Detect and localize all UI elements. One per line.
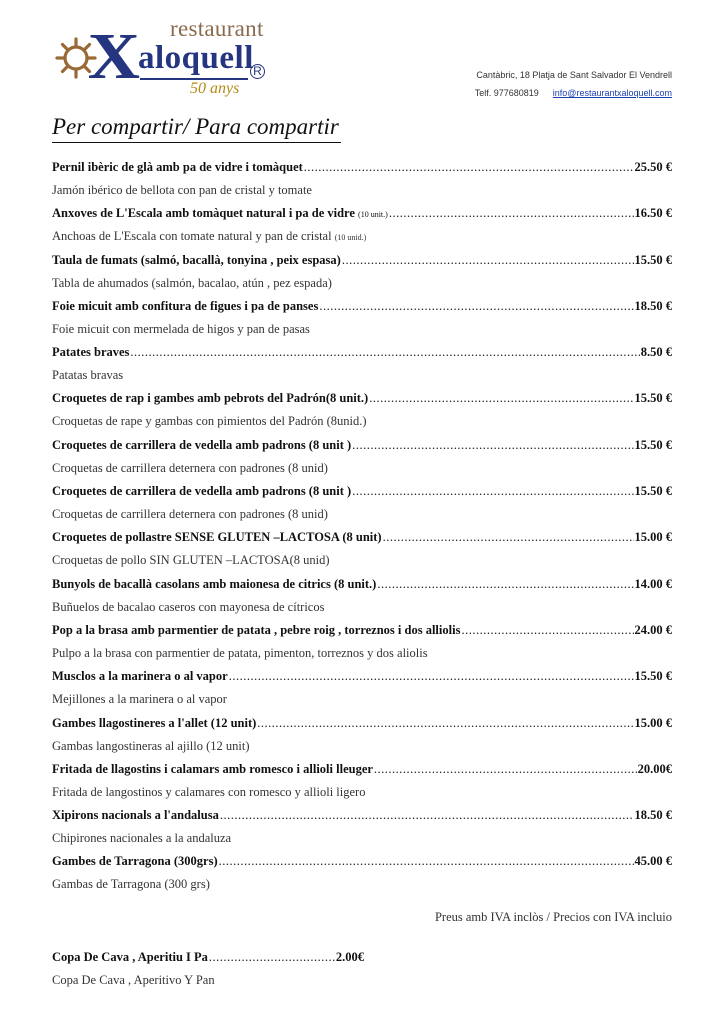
- menu-item: [52, 623, 672, 669]
- menu-item-price: 15.50 €: [634, 484, 672, 499]
- menu-item-description: [52, 180, 672, 200]
- menu-item: [52, 762, 672, 808]
- menu-item-price: 15.00 €: [634, 715, 672, 730]
- menu-item-description: [52, 458, 672, 478]
- menu-item-row: [52, 206, 672, 226]
- leader-dots: [461, 623, 633, 638]
- menu-item-name: [52, 299, 318, 314]
- menu-item-description-text: Buñuelos de bacalao caseros con mayonesa de cítricos: [52, 599, 325, 614]
- menu-item-description-text: Jamón ibérico de bellota con pan de cristal y tomate: [52, 183, 312, 197]
- menu-item-name-text: Anxoves de L'Escala amb tomàquet natural i pa de vidre: [52, 206, 355, 221]
- menu-item-row: [52, 808, 672, 828]
- leader-dots: [342, 253, 634, 268]
- menu-item-row: [52, 530, 672, 550]
- menu-item: [52, 669, 672, 715]
- contact-info: [475, 66, 672, 102]
- menu-item-row: [52, 577, 672, 597]
- menu-item-price: 18.50 €: [634, 808, 672, 823]
- menu-item-description-text: Patatas bravas: [52, 368, 124, 383]
- menu-item-price: 18.50 €: [634, 298, 672, 313]
- menu-item-name-text: Foie micuit amb confitura de figues i pa de panses: [52, 298, 319, 313]
- menu-item-name: [52, 623, 460, 638]
- logo-name-text: aloquell: [138, 40, 254, 76]
- menu-item-name: [52, 345, 129, 360]
- menu-item-name: [52, 762, 373, 777]
- menu-item-price: 15.50 €: [634, 391, 672, 406]
- menu-item-description: [52, 273, 672, 293]
- menu-item-name-text: Taula de fumats (salmó, bacallà, tonyina , peix espasa): [52, 252, 341, 267]
- menu-item-description: [52, 828, 672, 848]
- registered-icon: R: [250, 64, 265, 79]
- menu-item: [52, 160, 672, 206]
- menu-item: [52, 854, 672, 900]
- menu-item-description-text: Gambas de Tarragona (300 grs): [52, 877, 210, 892]
- menu-item: [52, 577, 672, 623]
- menu-item-price: 15.00 €: [634, 530, 672, 545]
- menu-item-description-text: Gambas langostineras al ajillo (12 unit): [52, 738, 250, 753]
- menu-item-name-text: Croquetes de rap i gambes amb pebrots del Padrón(8 unit.): [52, 391, 369, 406]
- leader-dots: [220, 808, 634, 823]
- menu-item-name-text: Gambes llagostineres a l'allet (12 unit): [52, 715, 257, 730]
- menu-item-row: [52, 299, 672, 319]
- logo-x-letter: X: [87, 20, 141, 93]
- leader-dots: [229, 669, 634, 684]
- address: Cantàbric, 18 Platja de Sant Salvador El Vendrell: [476, 70, 672, 80]
- menu-item-row: [52, 484, 672, 504]
- logo-anniversary: 50 anys: [190, 80, 240, 97]
- menu-item-price: 25.50 €: [634, 160, 672, 174]
- menu-item-description: [52, 550, 672, 570]
- leader-dots: [352, 484, 633, 499]
- menu-item-price: 16.50 €: [634, 206, 672, 221]
- leader-dots: [389, 206, 634, 221]
- menu-item-name: [52, 484, 351, 499]
- menu-item-name: [52, 669, 228, 684]
- menu-item-name: [52, 206, 388, 221]
- menu-item-price: 14.00 €: [634, 576, 672, 591]
- extra-item-price: 2.00€: [335, 950, 364, 964]
- menu-item-name: [52, 160, 303, 175]
- menu-item-description-text: Pulpo a la brasa con parmentier de patata, pimenton, torreznos y dos aliolis: [52, 645, 428, 660]
- menu-item-name: [52, 438, 351, 453]
- menu-item-price: 24.00 €: [634, 622, 672, 637]
- menu-item-row: [52, 669, 672, 689]
- menu-item-name-text: Croquetes de carrillera de vedella amb padrons (8 unit ): [52, 484, 352, 499]
- menu-item-description-unit: (10 unid.): [334, 233, 367, 243]
- menu-item-row: [52, 623, 672, 643]
- menu-item-name-text: Pop a la brasa amb parmentier de patata , pebre roig , torreznos i dos alliolis: [52, 622, 461, 637]
- menu-item: [52, 253, 672, 299]
- menu-item: [52, 438, 672, 484]
- leader-dots: [377, 577, 633, 592]
- menu-item-price: 8.50 €: [640, 345, 672, 360]
- menu-item-name: [52, 854, 218, 869]
- leader-dots: [209, 950, 335, 965]
- leader-dots: [374, 762, 637, 777]
- menu-item-description: [52, 689, 672, 709]
- menu-item-row: [52, 438, 672, 458]
- leader-dots: [219, 854, 634, 869]
- menu-item: [52, 391, 672, 437]
- phone: Telf. 977680819: [474, 88, 539, 98]
- restaurant-logo: [52, 14, 282, 100]
- extra-item-name: Copa De Cava , Aperitiu I Pa: [52, 950, 208, 964]
- menu-item-price: 15.50 €: [634, 437, 672, 452]
- extra-item: [52, 950, 372, 990]
- menu-item-price: 45.00 €: [634, 854, 672, 869]
- menu-item-name: [52, 253, 341, 268]
- menu-item: [52, 345, 672, 391]
- extra-item-description: Copa De Cava , Aperitivo Y Pan: [52, 973, 215, 987]
- menu-item-row: [52, 345, 672, 365]
- menu-item-description: [52, 504, 672, 524]
- menu-item: [52, 716, 672, 762]
- menu-item-name: [52, 530, 382, 545]
- menu-item: [52, 808, 672, 854]
- email-link[interactable]: info@restaurantxaloquell.com: [552, 88, 672, 98]
- menu-item-name-text: Bunyols de bacallà casolans amb maionesa de citrics (8 unit.): [52, 576, 377, 591]
- menu-item-description-text: Croquetas de carrillera deternera con padrones (8 unid): [52, 460, 328, 475]
- menu-item-price: 20.00€: [637, 761, 672, 776]
- menu-item-description: [52, 365, 672, 385]
- menu-item-description: [52, 643, 672, 663]
- menu-item-description: [52, 782, 672, 802]
- menu-item-description: [52, 226, 672, 246]
- menu-item: [52, 299, 672, 345]
- leader-dots: [383, 530, 634, 545]
- leader-dots: [257, 716, 633, 731]
- menu-item: [52, 206, 672, 252]
- menu-item-row: [52, 762, 672, 782]
- menu-item-row: [52, 716, 672, 736]
- menu-item-name: [52, 716, 256, 731]
- menu-item-row: [52, 391, 672, 411]
- menu-item-name-text: Pernil ibèric de glà amb pa de vidre i tomàquet: [52, 160, 303, 174]
- menu-item-name-text: Gambes de Tarragona (300grs): [52, 854, 218, 869]
- menu-item-description: [52, 411, 672, 431]
- menu-item-name-text: Fritada de llagostins i calamars amb romesco i allioli lleuger: [52, 761, 373, 776]
- menu-item-price: 15.50 €: [634, 669, 672, 684]
- menu-item: [52, 530, 672, 576]
- menu-list: [52, 160, 672, 901]
- menu-item-price: 15.50 €: [634, 252, 672, 267]
- menu-item-description-text: Croquetas de rape y gambas con pimientos del Padrón (8unid.): [52, 414, 367, 429]
- menu-item-row: [52, 160, 672, 180]
- menu-item-name-text: Croquetes de carrillera de vedella amb padrons (8 unit ): [52, 437, 352, 452]
- menu-item-name: [52, 391, 368, 406]
- menu-item-description-text: Fritada de langostinos y calamares con romesco y allioli ligero: [52, 784, 366, 799]
- menu-item-description: [52, 874, 672, 894]
- menu-item-description-text: Anchoas de L'Escala con tomate natural y pan de cristal: [52, 229, 332, 244]
- menu-item-description-text: Croquetas de carrillera deternera con padrones (8 unid): [52, 507, 328, 522]
- menu-item-description-text: Croquetas de pollo SIN GLUTEN –LACTOSA(8 unid): [52, 553, 330, 568]
- leader-dots: [369, 391, 633, 406]
- menu-item-description-text: Mejillones a la marinera o al vapor: [52, 692, 227, 707]
- menu-item-description-text: Tabla de ahumados (salmón, bacalao, atún , pez espada): [52, 275, 332, 290]
- menu-item-name-text: Musclos a la marinera o al vapor: [52, 669, 228, 684]
- iva-note: Preus amb IVA inclòs / Precios con IVA incluio: [434, 910, 672, 924]
- menu-item-name: [52, 577, 376, 592]
- menu-item-name-text: Croquetes de pollastre SENSE GLUTEN –LACTOSA (8 unit): [52, 530, 382, 545]
- menu-item-description-text: Chipirones nacionales a la andaluza: [52, 831, 232, 846]
- logo-restaurant-text: restaurant: [170, 16, 264, 41]
- menu-item-name: [52, 808, 219, 823]
- menu-item-description: [52, 597, 672, 617]
- menu-item-name-text: Patates braves: [52, 345, 130, 360]
- leader-dots: [352, 438, 633, 453]
- menu-item: [52, 484, 672, 530]
- menu-item-description: [52, 736, 672, 756]
- section-title: Per compartir/ Para compartir: [52, 112, 341, 143]
- leader-dots: [130, 345, 639, 360]
- menu-item-row: [52, 854, 672, 874]
- menu-item-description-text: Foie micuit con mermelada de higos y pan de pasas: [52, 321, 310, 336]
- leader-dots: [304, 160, 634, 175]
- menu-item-name-text: Xipirons nacionals a l'andalusa: [52, 808, 219, 823]
- leader-dots: [319, 299, 633, 314]
- menu-item-description: [52, 319, 672, 339]
- menu-item-row: [52, 253, 672, 273]
- menu-item-unit: (10 unit.): [358, 210, 388, 220]
- phone-email-line: [475, 84, 672, 102]
- extra-item-row: [52, 950, 364, 970]
